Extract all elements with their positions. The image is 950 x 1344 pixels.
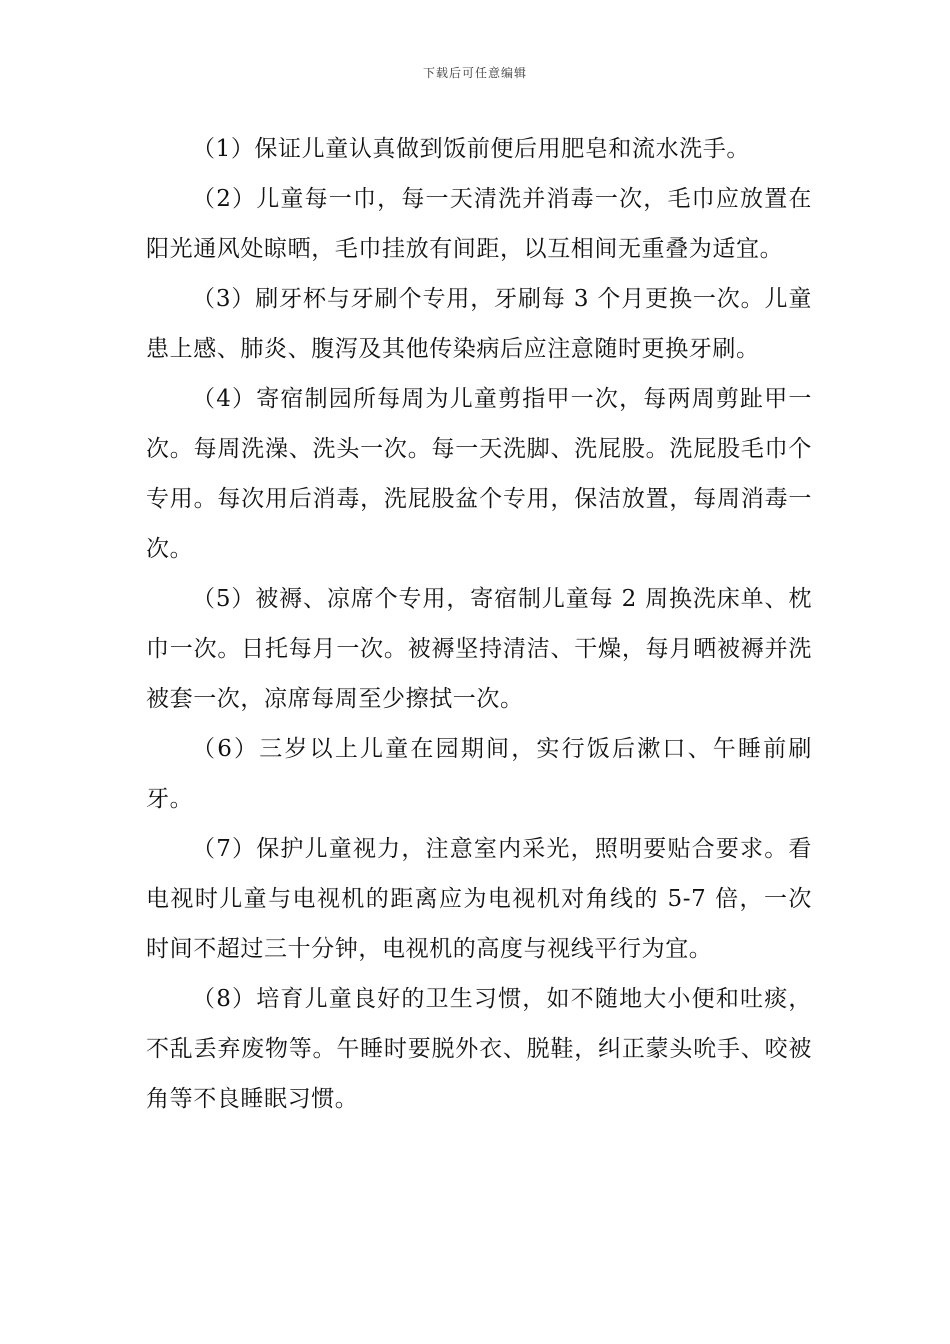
paragraph-6: （6）三岁以上儿童在园期间，实行饭后漱口、午睡前刷牙。 <box>146 736 812 812</box>
paragraph-4: （4）寄宿制园所每周为儿童剪指甲一次，每两周剪趾甲一次。每周洗澡、洗头一次。每一天洗脚、洗屁股。洗屁股毛巾个专用。每次用后消毒，洗屁股盆个专用，保洁放置，每周消毒一次。 <box>146 386 812 562</box>
document-body <box>146 124 812 1124</box>
paragraph-3: （3）刷牙杯与牙刷个专用，牙刷每 3 个月更换一次。儿童患上感、肺炎、腹泻及其他传染病后应注意随时更换牙刷。 <box>146 286 812 362</box>
page-header-note: 下载后可任意编辑 <box>422 66 527 80</box>
paragraph-8: （8）培育儿童良好的卫生习惯，如不随地大小便和吐痰，不乱丢弃废物等。午睡时要脱外衣、脱鞋，纠正蒙头吮手、咬被角等不良睡眠习惯。 <box>146 986 812 1112</box>
paragraph-2: （2）儿童每一巾，每一天清洗并消毒一次，毛巾应放置在阳光通风处晾晒，毛巾挂放有间距，以互相间无重叠为适宜。 <box>146 186 812 262</box>
paragraph-5: （5）被褥、凉席个专用，寄宿制儿童每 2 周换洗床单、枕巾一次。日托每月一次。被褥坚持清洁、干燥，每月晒被褥并洗被套一次，凉席每周至少擦拭一次。 <box>146 586 812 712</box>
paragraph-7: （7）保护儿童视力，注意室内采光，照明要贴合要求。看电视时儿童与电视机的距离应为电视机对角线的 5-7 倍，一次时间不超过三十分钟，电视机的高度与视线平行为宜。 <box>146 836 812 962</box>
paragraph-1: （1）保证儿童认真做到饭前便后用肥皂和流水洗手。 <box>192 136 751 162</box>
